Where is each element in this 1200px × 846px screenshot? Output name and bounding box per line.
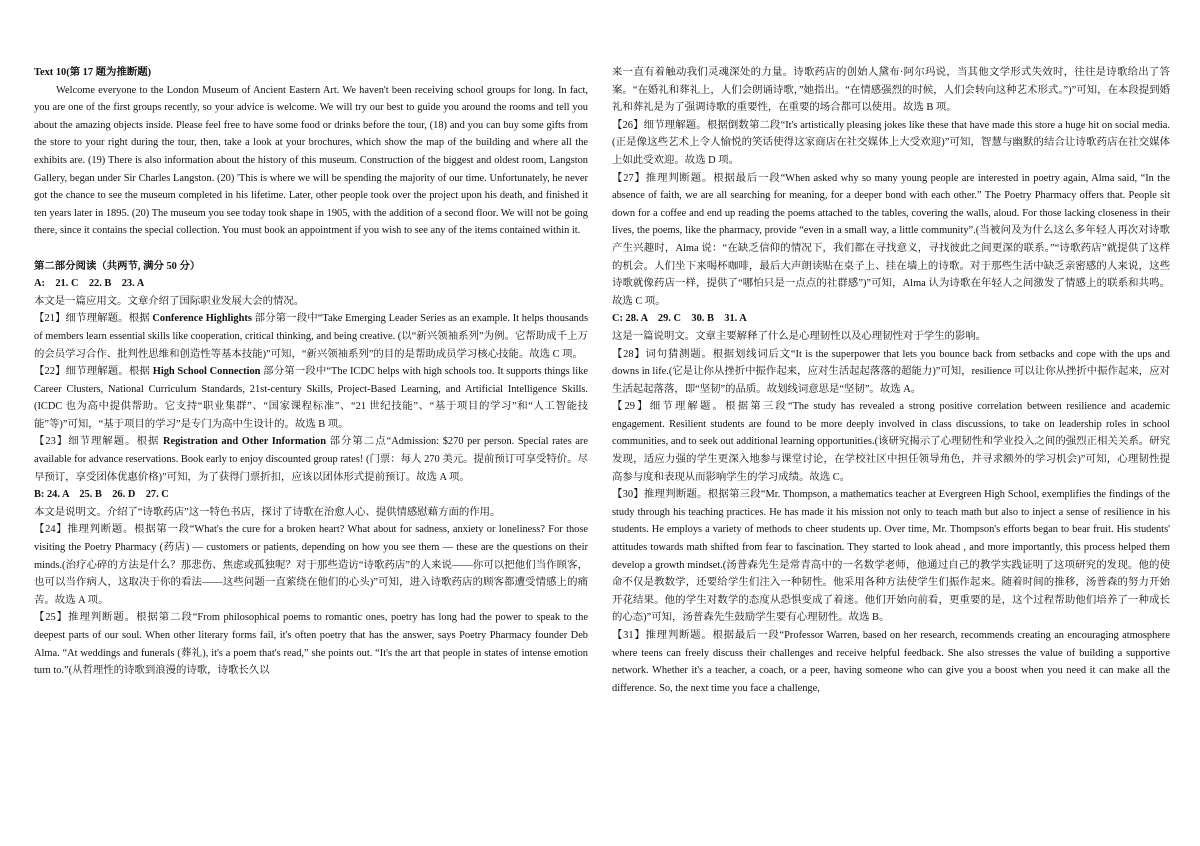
answer-key-b: B: 24. A 25. B 26. D 27. C [34, 489, 169, 501]
text10-heading: Text 10(第 17 题为推断题) [34, 67, 152, 78]
explanation-q29: 【29】细节理解题。根据第三段“The study has revealed a strong positive correlation between resilience and academic engagement. Resilient students are found to be more deeply involved in class discussions, to take on leadership roles in school communities, and to seek out additional learning opportunities.(该研究揭示了心理韧性和学业投入之间的强烈正相关关系。研究发现，适应力强的学生更深入地参与课堂讨论，在学校社区中担任领导角色，并寻求额外的学习机会)”可知，心理韧性提高参与度和表现从而影响学生的学习成绩。故选 C。 [612, 401, 1170, 483]
q22-prefix: 【22】细节理解题。根据 [34, 366, 153, 378]
explanation-q30: 【30】推理判断题。根据第三段“Mr. Thompson, a mathematics teacher at Evergreen High School, exemplifies the findings of the study through his teaching practices. He has made it his mission not only to teach math but also to inject a sense of resilience in his students. He employs a variety of methods to cheer students up. Over time, Mr. Thompson's efforts began to bear fruit. His students' attitudes towards math shifted from fear to fascination. They started to look ahead , and more importantly, this process helped them develop a growth mindset.(汤普森先生是常青高中的一名数学老师，他通过自己的教学实践证明了这项研究的发现。他的使命不仅是教数学，还要给学生们注入一种韧性。他采用各种方法使学生们振作起来。随着时间的推移，汤普森的努力开始开花结果。他的学生对数学的态度从恐惧变成了着迷。他们开始向前看，更重要的是，这个过程帮助他们培养了一种成长的心态)”可知，汤普森先生鼓励学生要有心理韧性。故选 B。 [612, 489, 1170, 624]
q22-text: 部分第一段中“The ICDC helps with high schools too. It supports things like Career Clusters, National Curriculum Standards, 21st-century Skills, Project-Based Learning, and Artificial Intelligence Skills. (ICDC 也为高中提供帮助。它支持“职业集群”、“国家课程标准”、“21 世纪技能”、“基于项目的学习”和“人工智能技能”等)”可知，“基于项目的学习”是专门为高中生设计的。故选 B 项。 [34, 366, 589, 430]
explanation-q25: 【25】推理判断题。根据第二段“From philosophical poems to romantic ones, poetry has long had the power to speak to the deepest parts of our soul. When other literary forms fail, it's often poetry that has the answer, says Poetry Pharmacy founder Deb Alma. “At weddings and funerals (葬礼), it's a poem that's read,” she points out. “It's the art that people in states of intense emotion turn to.”(从哲理性的诗歌到浪漫的诗歌，诗歌长久以 [34, 612, 588, 677]
explanation-q27: 【27】推理判断题。根据最后一段“When asked why so many young people are interested in poetry again, Alma said, “In the absence of faith, we are all searching for meaning, for a deeper bond with each other.” The Poetry Pharmacy offers that. People sit down for a coffee and end up reading the poems attached to the tables, covering the walls, aloud. For those lacking closeness in their lives, the poems, like the pharmacy, provide “even in a small way, a little community”.(当被问及为什么这么多年轻人再次对诗歌产生兴趣时，Alma 说：“在缺乏信仰的情况下，我们都在寻找意义，寻找彼此之间更深的联系。”“诗歌药店”就提供了这样的机会。人们坐下来喝杯咖啡，最后大声朗读贴在桌子上、挂在墙上的诗歌。对于那些生活中缺乏亲密感的人来说，这些诗歌就像药店一样，提供了“哪怕只是一点点的社群感”)”可知，Alma 认为诗歌在年轻人之间激发了情感上的联系和共鸣。故选 C 项。 [612, 172, 1170, 307]
q22-section-name: High School Connection [152, 366, 261, 378]
answer-key-c: C: 28. A 29. C 30. B 31. A [612, 313, 747, 325]
q21-prefix: 【21】细节理解题。根据 [34, 313, 153, 325]
spacer [34, 240, 588, 258]
right-column [612, 64, 1170, 697]
explanation-q22 [34, 363, 588, 433]
passage-c-summary: 这是一篇说明文。文章主要解释了什么是心理韧性以及心理韧性对于学生的影响。 [612, 330, 987, 342]
answer-key-a: A: 21. C 22. B 23. A [34, 278, 145, 290]
q23-text: 部分第二点“Admission: $270 per person. Special rates are available for advance reservations. Book early to enjoy discounted group rates! (门票：每人 270 美元。提前预订可享受特价。尽早预订，享受团体优惠价格)”可知，为了获得门票折扣，应该以团体形式提前预订。故选 A 项。 [34, 436, 588, 483]
passage-a-summary: 本文是一篇应用文。文章介绍了国际职业发展大会的情况。 [34, 295, 305, 307]
explanation-q23 [34, 433, 588, 486]
q23-prefix: 【23】细节理解题。根据 [34, 436, 163, 448]
q23-section-name: Registration and Other Information [162, 436, 326, 448]
explanation-q31: 【31】推理判断题。根据最后一段“Professor Warren, based on her research, recommends creating an encouraging atmosphere where teens can freely discuss their challenges and receive helpful feedback. She also stresses the value of building a supportive network. Whether it's a teacher, a coach, or a peer, having someone who can give you a boost when you need it can make all the difference. So, the next time you face a challenge, [612, 630, 1170, 694]
q21-section-name: Conference Highlights [152, 313, 252, 325]
left-column [34, 64, 588, 680]
passage-b-summary: 本文是说明文。介绍了“诗歌药店”这一特色书店，探讨了诗歌在治愈人心、提供情感慰藉方面的作用。 [34, 506, 501, 518]
text10-passage: Welcome everyone to the London Museum of Ancient Eastern Art. We haven't been receiving school groups for long. In fact, you are one of the first groups recently, so your advice is welcome. We will try our best to guide you around the rooms and tell you about the amazing objects inside. Please feel free to have some food or drinks before the tour, (18) and you can buy some gifts from the store to your right during the tour, then, take a look at your brochures, which show the map of the building and where all the exhibits are. (19) There is also information about the history of this museum. Construction of the biggest and oldest room, Langston Gallery, began under Sir Charles Langston. (20) 'This is where we will be spending the majority of our time. Unfortunately, he never got the chance to see the museum completed in his lifetime. Later, other people took over the project upon his death, and finished it ten years later in 1895. (20) The museum you see today took shape in 1905, with the addition of a second floor. We will not be going there, since it contains the special collection. You must book an appointment if you wish to see any of the items contained within it. [34, 84, 588, 237]
explanation-q26: 【26】细节理解题。根据倒数第二段“It's artistically pleasing jokes like these that have made this store a huge hit on social media.(正是像这些艺术上令人愉悦的笑话使得这家商店在社交媒体上大受欢迎)”可知，智慧与幽默的结合让诗歌药店在社交媒体上如此受欢迎。故选 D 项。 [612, 119, 1170, 166]
section-heading: 第二部分阅读（共两节, 满分 50 分） [34, 260, 201, 272]
explanation-q28: 【28】词句猜测题。根据划线词后文“It is the superpower that lets you bounce back from setbacks and cope with the ups and downs in life.(它是让你从挫折中振作起来，应对生活起起落落的超能力)”可知，resilience 可以让你从挫折中振作起来，应对生活起起落落，即“坚韧”的品质。故划线词意思是“坚韧”。故选 A。 [612, 348, 1170, 395]
explanation-q25-continued: 来一直有着触动我们灵魂深处的力量。诗歌药店的创始人黛布·阿尔玛说，当其他文学形式失效时，往往是诗歌给出了答案。“在婚礼和葬礼上，人们会朗诵诗歌，”她指出。“在情感强烈的时候，人们会转向这种艺术形式。”)”可知，在本段提到婚礼和葬礼是为了强调诗歌的重要性，在重要的场合都可以使用。故选 B 项。 [612, 67, 1170, 114]
explanation-q24: 【24】推理判断题。根据第一段“What's the cure for a broken heart? What about for sadness, anxiety or loneliness? For those visiting the Poetry Pharmacy (药店) — customers or patients, depending on how you see them — these are the questions on their minds.(治疗心碎的方法是什么？那悲伤、焦虑或孤独呢？对于那些造访“诗歌药店”的人来说——你可以把他们当作顾客，也可以当作病人，这取决于你的看法——这些问题一直萦绕在他们的心头)”可知，进入诗歌药店的顾客都遭受情感上的痛苦。故选 A 项。 [34, 524, 588, 606]
explanation-q21 [34, 310, 588, 363]
q21-text: 部分第一段中“Take Emerging Leader Series as an example. It helps thousands of members learn essential skills like cooperation, critical thinking, and being creative. (以“新兴领袖系列”为例。它帮助成千上万的会员学习合作、批判性思维和创造性等基本技能)”可知，“新兴领袖系列”的目的是帮助成员学习核心技能。故选 C 项。 [34, 313, 588, 360]
